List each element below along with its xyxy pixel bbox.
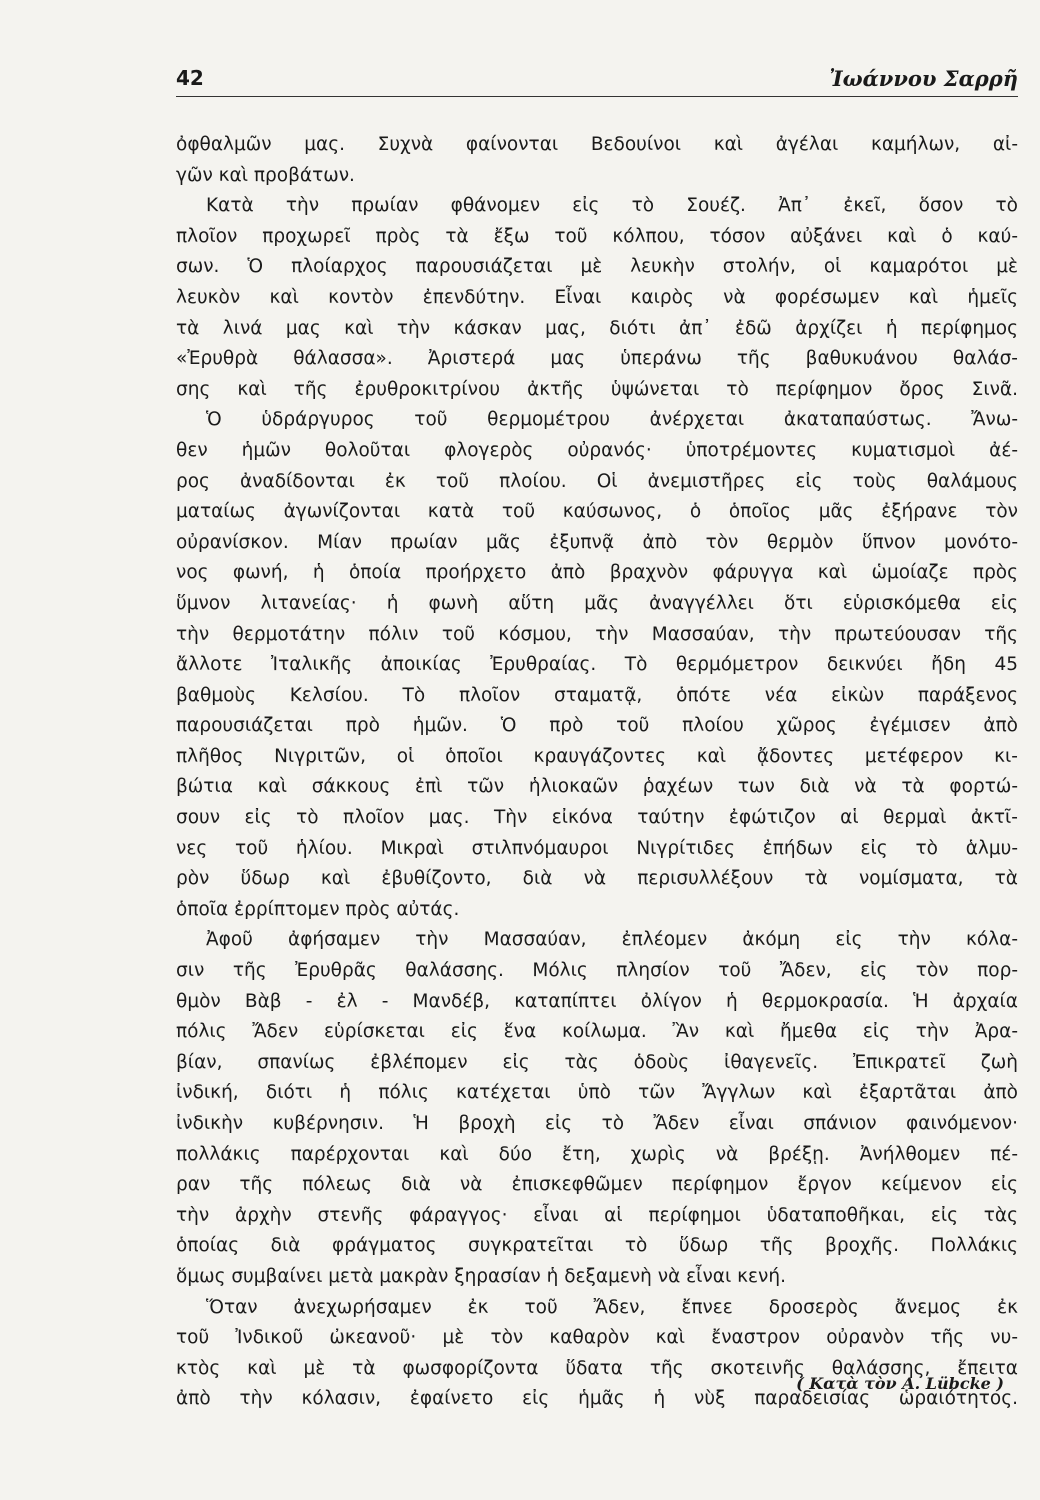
text-line: ἰνδική, διότι ἡ πόλις κατέχεται ὑπὸ τῶν Ἄγγλων καὶ ἐξαρτᾶται ἀπὸ: [176, 1082, 1018, 1104]
text-line: ἀπὸ τὴν κόλασιν, ἐφαίνετο εἰς ἡμᾶς ἡ νὺξ παραδεισίας ὡραιότητος.: [176, 1388, 1018, 1410]
text-line: θεν ἡμῶν θολοῦται φλογερὸς οὐρανός· ὑποτρέμοντες κυματισμοὶ ἀέ-: [176, 439, 1018, 461]
text-line: ρὸν ὕδωρ καὶ ἐβυθίζοντο, διὰ νὰ περισυλλέξουν τὰ νομίσματα, τὰ: [176, 868, 1018, 890]
text-line: νες τοῦ ἡλίου. Μικραὶ στιλπνόμαυροι Νιγρίτιδες ἐπήδων εἰς τὸ ἁλμυ-: [176, 837, 1018, 859]
source-attribution: ( Κατὰ τὸν Α. Lübcke ): [796, 1374, 1004, 1393]
text-line: βίαν, σπανίως ἐβλέπομεν εἰς τὰς ὁδοὺς ἰθαγενεῖς. Ἐπικρατεῖ ζωὴ: [176, 1051, 1018, 1073]
text-line: ἰνδικὴν κυβέρνησιν. Ἡ βροχὴ εἰς τὸ Ἄδεν εἶναι σπάνιον φαινόμενον·: [176, 1113, 1018, 1134]
body-text: [176, 130, 1018, 1415]
header-rule: [176, 96, 1018, 97]
text-line: ὅμως συμβαίνει μετὰ μακρὰν ξηρασίαν ἡ δεξαμενὴ νὰ εἶναι κενή.: [176, 1265, 786, 1287]
text-line: Ἀφοῦ ἀφήσαμεν τὴν Μασσαύαν, ἐπλέομεν ἀκόμη εἰς τὴν κόλα-: [206, 929, 1018, 951]
text-line: βώτια καὶ σάκκους ἐπὶ τῶν ἡλιοκαῶν ῥαχέων των διὰ νὰ τὰ φορτώ-: [176, 776, 1018, 798]
text-line: «Ἐρυθρὰ θάλασσα». Ἀριστερά μας ὑπεράνω τῆς βαθυκυάνου θαλάσ-: [176, 348, 1018, 370]
text-line: ματαίως ἀγωνίζονται κατὰ τοῦ καύσωνος, ὁ ὁποῖος μᾶς ἐξήρανε τὸν: [176, 501, 1018, 523]
text-line: ἄλλοτε Ἰταλικῆς ἀποικίας Ἐρυθραίας. Τὸ θερμόμετρον δεικνύει ἤδη 45: [176, 654, 1018, 676]
text-line: σης καὶ τῆς ἐρυθροκιτρίνου ἀκτῆς ὑψώνεται τὸ περίφημον ὄρος Σινᾶ.: [176, 378, 1018, 400]
text-line: τὰ λινά μας καὶ τὴν κάσκαν μας, διότι ἀπ᾽ ἐδῶ ἀρχίζει ἡ περίφημος: [176, 317, 1018, 339]
running-head-author: Ἰωάννου Σαρρῆ: [829, 66, 1018, 91]
text-line: νος φωνή, ἡ ὁποία προήρχετο ἀπὸ βραχνὸν φάρυγγα καὶ ὡμοίαζε πρὸς: [176, 562, 1018, 584]
text-line: τὴν θερμοτάτην πόλιν τοῦ κόσμου, τὴν Μασσαύαν, τὴν πρωτεύουσαν τῆς: [176, 623, 1018, 645]
text-line: παρουσιάζεται πρὸ ἡμῶν. Ὁ πρὸ τοῦ πλοίου χῶρος ἐγέμισεν ἀπὸ: [176, 715, 1018, 737]
text-line: λευκὸν καὶ κοντὸν ἐπενδύτην. Εἶναι καιρὸς νὰ φορέσωμεν καὶ ἡμεῖς: [176, 286, 1018, 308]
text-line: ὁποῖα ἐρρίπτομεν πρὸς αὐτάς.: [176, 898, 460, 920]
text-line: οὐρανίσκον. Μίαν πρωίαν μᾶς ἐξυπνᾷ ἀπὸ τὸν θερμὸν ὕπνον μονότο-: [176, 531, 1018, 553]
text-line: σων. Ὁ πλοίαρχος παρουσιάζεται μὲ λευκὴν στολήν, οἱ καμαρότοι μὲ: [176, 256, 1018, 278]
page-header: [176, 66, 1018, 96]
text-line: πόλις Ἄδεν εὑρίσκεται εἰς ἕνα κοίλωμα. Ἂν καὶ ἤμεθα εἰς τὴν Ἀρα-: [176, 1021, 1018, 1043]
text-line: τοῦ Ἰνδικοῦ ὠκεανοῦ· μὲ τὸν καθαρὸν καὶ ἔναστρον οὐρανὸν τῆς νυ-: [176, 1327, 1018, 1349]
text-line: θμὸν Βὰβ - ἐλ - Μανδέβ, καταπίπτει ὀλίγον ἡ θερμοκρασία. Ἡ ἀρχαία: [176, 990, 1018, 1012]
text-line: πλοῖον προχωρεῖ πρὸς τὰ ἔξω τοῦ κόλπου, τόσον αὐξάνει καὶ ὁ καύ-: [176, 225, 1018, 247]
text-line: ρος ἀναδίδονται ἐκ τοῦ πλοίου. Οἱ ἀνεμιστῆρες εἰς τοὺς θαλάμους: [176, 470, 1018, 492]
text-line: Κατὰ τὴν πρωίαν φθάνομεν εἰς τὸ Σουέζ. Ἀπ᾽ ἐκεῖ, ὅσον τὸ: [206, 195, 1018, 217]
text-line: σουν εἰς τὸ πλοῖον μας. Τὴν εἰκόνα ταύτην ἐφώτιζον αἱ θερμαὶ ἀκτῖ-: [176, 807, 1018, 829]
text-line: πλῆθος Νιγριτῶν, οἱ ὁποῖοι κραυγάζοντες καὶ ᾄδοντες μετέφερον κι-: [176, 745, 1018, 767]
page-number: 42: [176, 66, 204, 90]
text-line: Ὁ ὑδράργυρος τοῦ θερμομέτρου ἀνέρχεται ἀκαταπαύστως. Ἄνω-: [206, 409, 1018, 431]
text-line: ὀφθαλμῶν μας. Συχνὰ φαίνονται Βεδουίνοι καὶ ἀγέλαι καμήλων, αἰ-: [176, 134, 1018, 155]
text-line: πολλάκις παρέρχονται καὶ δύο ἔτη, χωρὶς νὰ βρέξῃ. Ἀνήλθομεν πέ-: [176, 1143, 1018, 1165]
text-line: βαθμοὺς Κελσίου. Τὸ πλοῖον σταματᾷ, ὁπότε νέα εἰκὼν παράξενος: [176, 684, 1018, 706]
text-line: σιν τῆς Ἐρυθρᾶς θαλάσσης. Μόλις πλησίον τοῦ Ἄδεν, εἰς τὸν πορ-: [176, 960, 1018, 982]
text-line: ὁποίας διὰ φράγματος συγκρατεῖται τὸ ὕδωρ τῆς βροχῆς. Πολλάκις: [176, 1235, 1018, 1257]
text-line: κτὸς καὶ μὲ τὰ φωσφορίζοντα ὕδατα τῆς σκοτεινῆς θαλάσσης, ἔπειτα: [176, 1357, 1018, 1379]
text-line: Ὅταν ἀνεχωρήσαμεν ἐκ τοῦ Ἄδεν, ἔπνεε δροσερὸς ἄνεμος ἐκ: [206, 1296, 1018, 1318]
text-line: τὴν ἀρχὴν στενῆς φάραγγος· εἶναι αἱ περίφημοι ὑδαταποθῆκαι, εἰς τὰς: [176, 1204, 1018, 1226]
text-line: γῶν καὶ προβάτων.: [176, 164, 355, 186]
text-line: ὕμνον λιτανείας· ἡ φωνὴ αὕτη μᾶς ἀναγγέλλει ὅτι εὑρισκόμεθα εἰς: [176, 592, 1018, 614]
text-line: ραν τῆς πόλεως διὰ νὰ ἐπισκεφθῶμεν περίφημον ἔργον κείμενον εἰς: [176, 1174, 1018, 1196]
